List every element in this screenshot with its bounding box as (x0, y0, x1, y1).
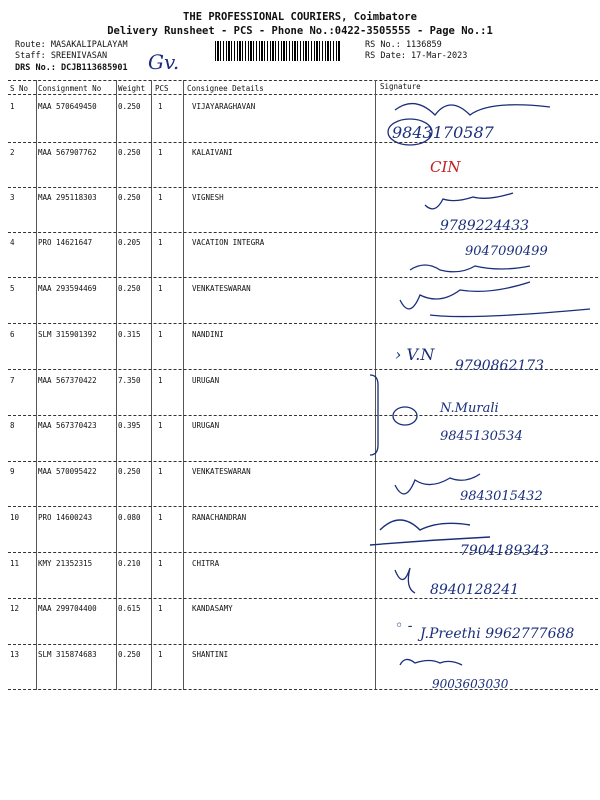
cell-weight: 0.250 (118, 284, 141, 293)
signature-scribble (400, 659, 462, 665)
cell-weight: 0.615 (118, 604, 141, 613)
handwriting-text: 9843015432 (460, 489, 543, 504)
cell-pcs: 1 (158, 513, 163, 522)
cell-weight: 0.250 (118, 193, 141, 202)
signature-scribble (395, 568, 415, 593)
cell-consignee: VENKATESWARAN (192, 467, 251, 476)
route-label: Route: MASAKALIPALAYAM (15, 40, 128, 50)
handwriting-text: 9789224433 (440, 218, 530, 234)
handwriting-text: 9845130534 (440, 429, 523, 444)
cell-consignee: CHITRA (192, 559, 220, 568)
cell-weight: 0.210 (118, 559, 141, 568)
signature-scribble (400, 282, 590, 317)
cell-pcs: 1 (158, 330, 163, 339)
col-signature-header: Signature (380, 82, 421, 91)
cell-consignee: KANDASAMY (192, 604, 233, 613)
signature-scribble (395, 104, 550, 115)
handwriting-text: 9790862173 (455, 358, 545, 374)
cell-pcs: 1 (158, 467, 163, 476)
cell-sno: 10 (10, 513, 20, 522)
cell-pcs: 1 (158, 148, 163, 157)
col-consignment-header: Consignment No (38, 84, 102, 93)
drs-number: DRS No.: DCJB113685901 (15, 63, 128, 73)
signature-scribble (393, 407, 417, 425)
cell-sno: 4 (10, 238, 15, 247)
signature-scribble (370, 520, 490, 545)
signature-scribble (410, 265, 530, 272)
cell-pcs: 1 (158, 604, 163, 613)
cell-consignee: VIJAYARAGHAVAN (192, 102, 256, 111)
staff-label: Staff: SREENIVASAN (15, 51, 108, 61)
handwriting-text: CIN (430, 158, 461, 176)
rs-date: RS Date: 17-Mar-2023 (365, 51, 468, 61)
cell-consignment: MAA 567907762 (38, 148, 97, 157)
cell-weight: 0.205 (118, 238, 141, 247)
cell-weight: 0.250 (118, 148, 141, 157)
handwriting-text: 8940128241 (430, 582, 520, 598)
cell-consignment: SLM 315901392 (38, 330, 97, 339)
cell-sno: 7 (10, 376, 15, 385)
cell-sno: 9 (10, 467, 15, 476)
cell-sno: 2 (10, 148, 15, 157)
cell-weight: 0.315 (118, 330, 141, 339)
company-title: THE PROFESSIONAL COURIERS, Coimbatore (183, 11, 417, 23)
cell-consignment: MAA 567370422 (38, 376, 97, 385)
cell-consignee: VENKATESWARAN (192, 284, 251, 293)
handwriting-text: 7904189343 (460, 543, 550, 559)
cell-consignee: NANDINI (192, 330, 224, 339)
cell-consignment: SLM 315874683 (38, 650, 97, 659)
col-weight-header: Weight (118, 84, 146, 93)
bracket-mark (370, 375, 378, 455)
col-pcs-header: PCS (155, 84, 169, 93)
cell-consignee: KALAIVANI (192, 148, 233, 157)
cell-pcs: 1 (158, 650, 163, 659)
cell-pcs: 1 (158, 376, 163, 385)
cell-weight: 0.080 (118, 513, 141, 522)
handwriting-text: 9047090499 (465, 244, 548, 259)
cell-consignee: RANACHANDRAN (192, 513, 247, 522)
cell-pcs: 1 (158, 284, 163, 293)
rs-number: RS No.: 1136859 (365, 40, 442, 50)
cell-consignment: MAA 570649450 (38, 102, 97, 111)
cell-weight: 0.250 (118, 650, 141, 659)
cell-consignee: URUGAN (192, 421, 220, 430)
handwriting-text: N.Murali (440, 401, 499, 416)
cell-consignee: VACATION INTEGRA (192, 238, 265, 247)
cell-weight: 7.350 (118, 376, 141, 385)
cell-consignee: URUGAN (192, 376, 220, 385)
cell-pcs: 1 (158, 102, 163, 111)
handwritten-initials: Gv. (148, 50, 180, 74)
col-sno-header: S No (10, 84, 29, 93)
cell-weight: 0.250 (118, 102, 141, 111)
cell-consignment: PRO 14600243 (38, 513, 93, 522)
col-consignee-header: Consignee Details (187, 84, 264, 93)
cell-consignment: MAA 295118303 (38, 193, 97, 202)
cell-consignment: PRO 14621647 (38, 238, 93, 247)
cell-sno: 5 (10, 284, 15, 293)
handwriting-text: 9843170587 (392, 123, 494, 142)
cell-sno: 1 (10, 102, 15, 111)
cell-consignment: MAA 567370423 (38, 421, 97, 430)
cell-sno: 11 (10, 559, 20, 568)
cell-consignment: MAA 299704400 (38, 604, 97, 613)
cell-sno: 6 (10, 330, 15, 339)
cell-weight: 0.395 (118, 421, 141, 430)
cell-consignee: VIGNESH (192, 193, 224, 202)
cell-sno: 13 (10, 650, 20, 659)
cell-pcs: 1 (158, 238, 163, 247)
runsheet-title: Delivery Runsheet - PCS - Phone No.:0422-3505555 - Page No.:1 (107, 25, 493, 37)
svg-text:› V.N: › V.N (395, 345, 435, 364)
cell-consignment: MAA 293594469 (38, 284, 97, 293)
cell-sno: 3 (10, 193, 15, 202)
handwriting-text: J.Preethi 9962777688 (420, 626, 575, 642)
signature-scribble (425, 193, 513, 209)
cell-consignment: KMY 21352315 (38, 559, 93, 568)
cell-consignment: MAA 570095422 (38, 467, 97, 476)
cell-sno: 8 (10, 421, 15, 430)
cell-pcs: 1 (158, 421, 163, 430)
cell-pcs: 1 (158, 193, 163, 202)
cell-sno: 12 (10, 604, 20, 613)
cell-consignee: SHANTINI (192, 650, 229, 659)
cell-pcs: 1 (158, 559, 163, 568)
handwriting-text: 9003603030 (432, 677, 509, 691)
svg-text:◦ -: ◦ - (395, 618, 413, 634)
cell-weight: 0.250 (118, 467, 141, 476)
